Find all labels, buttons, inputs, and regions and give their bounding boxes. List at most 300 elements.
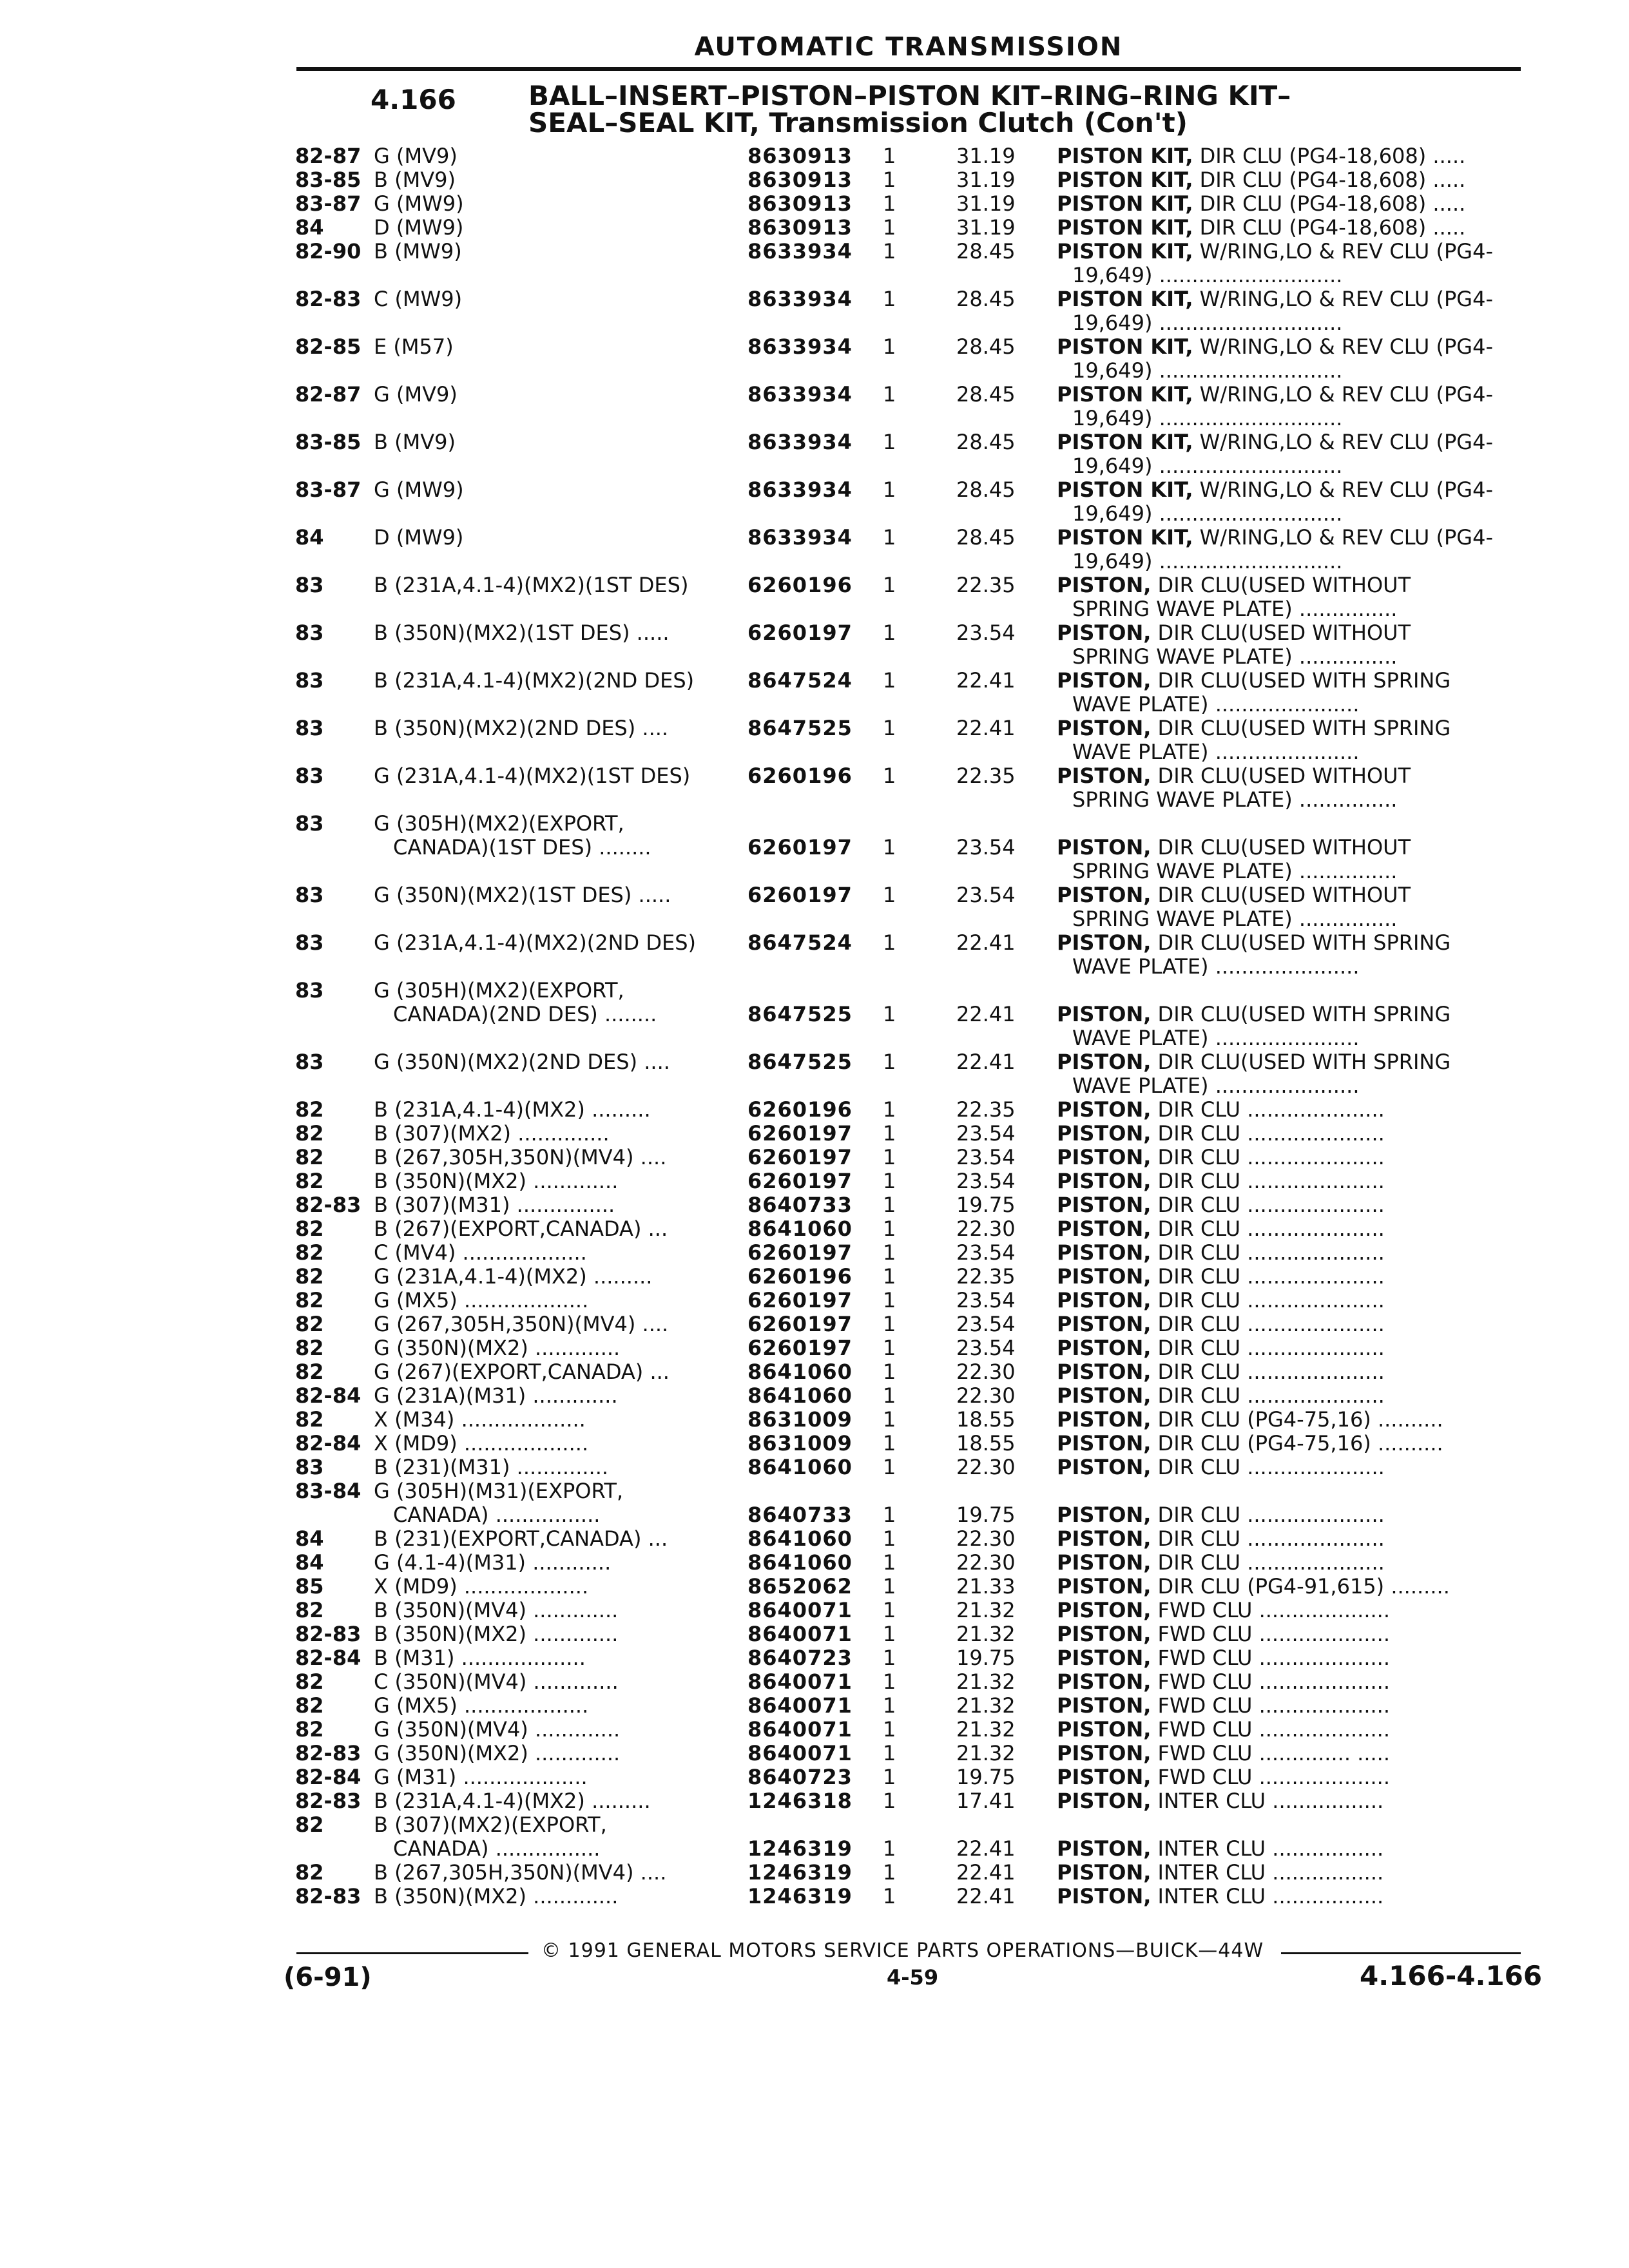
description-cont: 19,649) ............................	[1072, 263, 1343, 287]
price-cell: 28.45	[956, 287, 1016, 311]
quantity-cell: 1	[883, 1836, 896, 1861]
quantity-cell: 1	[883, 1050, 896, 1074]
price-cell: 23.54	[956, 1288, 1016, 1312]
description-name: PISTON KIT,	[1057, 525, 1193, 550]
description-detail: DIR CLU (PG4-18,608) .....	[1193, 144, 1466, 168]
price-cell: 22.41	[956, 1050, 1016, 1074]
quantity-cell: 1	[883, 1693, 896, 1718]
year-cell: 83	[295, 668, 324, 693]
description-name: PISTON,	[1057, 1860, 1152, 1885]
description-cont: SPRING WAVE PLATE) ...............	[1072, 597, 1398, 621]
table-row	[0, 979, 1629, 1050]
description-detail: DIR CLU (PG4-18,608) .....	[1193, 191, 1466, 216]
part-number-cell: 1246319	[747, 1836, 853, 1861]
table-row	[0, 1098, 1629, 1122]
description-cell	[1057, 1098, 1385, 1122]
table-row	[0, 383, 1629, 430]
description-detail: DIR CLU (PG4-18,608) .....	[1193, 168, 1466, 192]
quantity-cell: 1	[883, 1550, 896, 1575]
footer-section-range: 4.166-4.166	[1360, 1960, 1543, 1992]
model-cell: G (MX5) ...................	[374, 1288, 589, 1312]
model-cell: G (350N)(MV4) .............	[374, 1717, 621, 1742]
description-cell	[1057, 1432, 1443, 1456]
quantity-cell: 1	[883, 168, 896, 192]
table-row	[0, 1050, 1629, 1098]
table-row	[0, 192, 1629, 216]
table-row	[0, 335, 1629, 383]
table-row	[0, 1193, 1629, 1217]
quantity-cell: 1	[883, 1288, 896, 1312]
description-name: PISTON,	[1057, 1288, 1152, 1312]
quantity-cell: 1	[883, 239, 896, 264]
year-cell: 82	[295, 1312, 324, 1336]
description-cell	[1057, 144, 1465, 168]
description-detail: DIR CLU(USED WITH SPRING	[1151, 716, 1451, 740]
year-cell: 83-87	[295, 191, 361, 216]
year-cell: 84	[295, 525, 324, 550]
table-row	[0, 1599, 1629, 1622]
part-number-cell: 8640071	[747, 1717, 853, 1742]
description-name: PISTON,	[1057, 1765, 1152, 1789]
price-cell: 22.41	[956, 1884, 1016, 1908]
part-number-cell: 6260196	[747, 764, 853, 788]
year-cell: 83	[295, 764, 324, 788]
model-cell: B (231A,4.1-4)(MX2) .........	[374, 1789, 651, 1813]
price-cell: 22.35	[956, 573, 1016, 597]
table-row	[0, 1861, 1629, 1885]
description-detail: DIR CLU(USED WITH SPRING	[1151, 668, 1451, 693]
quantity-cell: 1	[883, 1574, 896, 1599]
description-cont: SPRING WAVE PLATE) ...............	[1072, 859, 1398, 883]
model-cell: X (M34) ...................	[374, 1407, 586, 1432]
header-rule	[296, 67, 1521, 71]
description-cell	[1057, 1646, 1390, 1670]
table-row	[0, 287, 1629, 335]
price-cell: 28.45	[956, 382, 1016, 407]
description-detail: DIR CLU .....................	[1151, 1240, 1385, 1265]
year-cell: 82-87	[295, 382, 361, 407]
description-cell	[1057, 1050, 1451, 1074]
description-detail: INTER CLU .................	[1151, 1884, 1384, 1908]
table-row	[0, 1456, 1629, 1479]
quantity-cell: 1	[883, 930, 896, 955]
quantity-cell: 1	[883, 287, 896, 311]
part-number-cell: 6260197	[747, 1169, 853, 1193]
year-cell: 82	[295, 1097, 324, 1122]
part-number-cell: 8641060	[747, 1550, 853, 1575]
part-number-cell: 8640733	[747, 1503, 853, 1527]
price-cell: 31.19	[956, 168, 1016, 192]
price-cell: 28.45	[956, 525, 1016, 550]
description-name: PISTON KIT,	[1057, 239, 1193, 264]
part-number-cell: 8641060	[747, 1383, 853, 1408]
footer-copyright: © 1991 GENERAL MOTORS SERVICE PARTS OPERATIONS—BUICK—44W	[541, 1939, 1264, 1962]
description-cell	[1057, 1193, 1385, 1217]
price-cell: 19.75	[956, 1193, 1016, 1217]
quantity-cell: 1	[883, 1360, 896, 1384]
model-cell: B (307)(M31) ...............	[374, 1193, 615, 1217]
description-detail: DIR CLU .....................	[1151, 1145, 1385, 1169]
model-cell: B (350N)(MX2) .............	[374, 1622, 619, 1646]
part-number-cell: 8633934	[747, 287, 853, 311]
description-cont: SPRING WAVE PLATE) ...............	[1072, 644, 1398, 669]
description-name: PISTON,	[1057, 764, 1152, 788]
table-row	[0, 812, 1629, 883]
model-cell: B (267,305H,350N)(MV4) ....	[374, 1145, 667, 1169]
table-row	[0, 1575, 1629, 1599]
description-name: PISTON,	[1057, 620, 1152, 645]
quantity-cell: 1	[883, 215, 896, 240]
model-cell: D (MW9)	[374, 215, 464, 240]
description-cell	[1057, 1217, 1385, 1241]
description-name: PISTON,	[1057, 1336, 1152, 1360]
description-cell	[1057, 383, 1493, 407]
description-name: PISTON,	[1057, 1169, 1152, 1193]
description-name: PISTON,	[1057, 1145, 1152, 1169]
model-cell: G (231A,4.1-4)(MX2) .........	[374, 1264, 653, 1289]
part-number-cell: 1246319	[747, 1884, 853, 1908]
price-cell: 31.19	[956, 144, 1016, 168]
table-row	[0, 430, 1629, 478]
footer-page-number: 4-59	[887, 1965, 939, 1990]
description-detail: DIR CLU .....................	[1151, 1264, 1385, 1289]
table-row	[0, 1146, 1629, 1169]
description-detail: DIR CLU .....................	[1151, 1312, 1385, 1336]
description-cell	[1057, 168, 1465, 192]
quantity-cell: 1	[883, 1884, 896, 1908]
description-cont: WAVE PLATE) ......................	[1072, 1073, 1360, 1098]
description-cell	[1057, 1312, 1385, 1336]
year-cell: 82-83	[295, 1193, 361, 1217]
quantity-cell: 1	[883, 191, 896, 216]
description-detail: DIR CLU(USED WITH SPRING	[1151, 1050, 1451, 1074]
description-name: PISTON,	[1057, 1216, 1152, 1241]
model-cell: G (231A,4.1-4)(MX2)(1ST DES)	[374, 764, 691, 788]
model-cell: B (267,305H,350N)(MV4) ....	[374, 1860, 667, 1885]
year-cell: 82-84	[295, 1383, 361, 1408]
description-detail: DIR CLU .....................	[1151, 1193, 1385, 1217]
year-cell: 82-90	[295, 239, 361, 264]
model-cell: B (231A,4.1-4)(MX2)(2ND DES)	[374, 668, 695, 693]
description-cell	[1057, 1670, 1390, 1694]
description-detail: W/RING,LO & REV CLU (PG4-	[1193, 430, 1493, 454]
quantity-cell: 1	[883, 1741, 896, 1765]
description-name: PISTON,	[1057, 930, 1152, 955]
description-cell	[1057, 836, 1411, 860]
description-cont: 19,649) ............................	[1072, 501, 1343, 526]
model-cell: D (MW9)	[374, 525, 464, 550]
table-row	[0, 1217, 1629, 1241]
description-name: PISTON,	[1057, 1431, 1152, 1456]
description-cell	[1057, 1384, 1385, 1408]
price-cell: 22.35	[956, 1264, 1016, 1289]
description-detail: W/RING,LO & REV CLU (PG4-	[1193, 239, 1493, 264]
year-cell: 82-87	[295, 144, 361, 168]
price-cell: 21.33	[956, 1574, 1016, 1599]
description-detail: DIR CLU (PG4-18,608) .....	[1193, 215, 1466, 240]
year-cell: 83-84	[295, 1479, 361, 1503]
model-cell: B (M31) ...................	[374, 1646, 586, 1670]
quantity-cell: 1	[883, 525, 896, 550]
model-cell-cont: CANADA)(2ND DES) ........	[393, 1002, 657, 1026]
model-cell: C (MW9)	[374, 287, 463, 311]
model-cell: B (350N)(MX2)(2ND DES) ....	[374, 716, 669, 740]
table-row	[0, 1813, 1629, 1861]
year-cell: 83	[295, 930, 324, 955]
description-cell	[1057, 1336, 1385, 1360]
quantity-cell: 1	[883, 1598, 896, 1622]
year-cell: 82-83	[295, 1789, 361, 1813]
description-cont: 19,649) ............................	[1072, 454, 1343, 478]
year-cell: 82-84	[295, 1431, 361, 1456]
table-row	[0, 1360, 1629, 1384]
year-cell: 83	[295, 978, 324, 1003]
model-cell: G (M31) ...................	[374, 1765, 588, 1789]
quantity-cell: 1	[883, 1646, 896, 1670]
model-cell: B (350N)(MV4) .............	[374, 1598, 619, 1622]
description-detail: DIR CLU(USED WITHOUT	[1151, 764, 1411, 788]
model-cell: B (231A,4.1-4)(MX2) .........	[374, 1097, 651, 1122]
quantity-cell: 1	[883, 1431, 896, 1456]
year-cell: 83	[295, 1455, 324, 1479]
part-number-cell: 8630913	[747, 215, 853, 240]
quantity-cell: 1	[883, 1121, 896, 1146]
part-number-cell: 8640071	[747, 1693, 853, 1718]
description-name: PISTON,	[1057, 883, 1152, 907]
table-row	[0, 1169, 1629, 1193]
description-detail: FWD CLU ....................	[1151, 1646, 1391, 1670]
part-number-cell: 6260196	[747, 1097, 853, 1122]
description-detail: W/RING,LO & REV CLU (PG4-	[1193, 334, 1493, 359]
table-row	[0, 1742, 1629, 1765]
description-name: PISTON,	[1057, 1836, 1152, 1861]
price-cell: 21.32	[956, 1598, 1016, 1622]
description-detail: DIR CLU(USED WITHOUT	[1151, 573, 1411, 597]
year-cell: 82	[295, 1693, 324, 1718]
quantity-cell: 1	[883, 430, 896, 454]
year-cell: 83	[295, 811, 324, 836]
model-cell: B (307)(MX2) ..............	[374, 1121, 610, 1146]
description-detail: DIR CLU .....................	[1151, 1336, 1385, 1360]
description-detail: FWD CLU ....................	[1151, 1693, 1391, 1718]
quantity-cell: 1	[883, 1145, 896, 1169]
part-number-cell: 8652062	[747, 1574, 853, 1599]
price-cell: 23.54	[956, 1121, 1016, 1146]
year-cell: 82-83	[295, 1884, 361, 1908]
description-detail: DIR CLU .....................	[1151, 1097, 1385, 1122]
year-cell: 82	[295, 1717, 324, 1742]
quantity-cell: 1	[883, 764, 896, 788]
price-cell: 23.54	[956, 835, 1016, 860]
part-number-cell: 8633934	[747, 430, 853, 454]
description-cell	[1057, 669, 1451, 693]
model-cell: G (MW9)	[374, 477, 464, 502]
price-cell: 21.32	[956, 1669, 1016, 1694]
price-cell: 22.35	[956, 764, 1016, 788]
part-number-cell: 1246318	[747, 1789, 853, 1813]
description-cell	[1057, 1146, 1385, 1169]
description-name: PISTON,	[1057, 1646, 1152, 1670]
model-cell: B (MW9)	[374, 239, 462, 264]
part-number-cell: 6260197	[747, 883, 853, 907]
description-detail: DIR CLU(USED WITHOUT	[1151, 620, 1411, 645]
year-cell: 83	[295, 716, 324, 740]
price-cell: 21.32	[956, 1741, 1016, 1765]
description-detail: W/RING,LO & REV CLU (PG4-	[1193, 287, 1493, 311]
year-cell: 83-87	[295, 477, 361, 502]
part-number-cell: 8630913	[747, 168, 853, 192]
quantity-cell: 1	[883, 835, 896, 860]
description-cell	[1057, 1694, 1390, 1718]
description-detail: DIR CLU .....................	[1151, 1121, 1385, 1146]
description-cell	[1057, 1551, 1385, 1575]
description-name: PISTON,	[1057, 1002, 1152, 1026]
table-row	[0, 1789, 1629, 1813]
table-row	[0, 1622, 1629, 1646]
year-cell: 82-83	[295, 287, 361, 311]
table-row	[0, 168, 1629, 192]
description-name: PISTON,	[1057, 1503, 1152, 1527]
description-detail: DIR CLU .....................	[1151, 1288, 1385, 1312]
quantity-cell: 1	[883, 334, 896, 359]
description-name: PISTON,	[1057, 1741, 1152, 1765]
description-detail: INTER CLU .................	[1151, 1860, 1384, 1885]
year-cell: 84	[295, 215, 324, 240]
description-name: PISTON KIT,	[1057, 144, 1193, 168]
quantity-cell: 1	[883, 1407, 896, 1432]
description-cell	[1057, 621, 1411, 645]
description-cell	[1057, 1360, 1385, 1384]
description-cell	[1057, 1718, 1390, 1742]
model-cell: B (350N)(MX2) .............	[374, 1169, 619, 1193]
description-cell	[1057, 931, 1451, 955]
model-cell: B (350N)(MX2)(1ST DES) .....	[374, 620, 670, 645]
part-number-cell: 8640723	[747, 1646, 853, 1670]
description-name: PISTON,	[1057, 1693, 1152, 1718]
year-cell: 82-85	[295, 334, 361, 359]
description-name: PISTON,	[1057, 1669, 1152, 1694]
year-cell: 83-85	[295, 430, 361, 454]
quantity-cell: 1	[883, 1860, 896, 1885]
description-name: PISTON,	[1057, 1193, 1152, 1217]
price-cell: 31.19	[956, 191, 1016, 216]
part-number-cell: 8631009	[747, 1407, 853, 1432]
description-cont: WAVE PLATE) ......................	[1072, 692, 1360, 716]
quantity-cell: 1	[883, 1503, 896, 1527]
description-detail: FWD CLU ....................	[1151, 1717, 1391, 1742]
description-name: PISTON KIT,	[1057, 477, 1193, 502]
description-cell	[1057, 240, 1493, 264]
part-number-cell: 6260197	[747, 835, 853, 860]
description-detail: DIR CLU .....................	[1151, 1360, 1385, 1384]
part-number-cell: 6260197	[747, 1240, 853, 1265]
price-cell: 21.32	[956, 1622, 1016, 1646]
table-row	[0, 621, 1629, 669]
table-row	[0, 1718, 1629, 1742]
description-detail: DIR CLU .....................	[1151, 1216, 1385, 1241]
table-row	[0, 1765, 1629, 1789]
price-cell: 28.45	[956, 239, 1016, 264]
part-number-cell: 6260197	[747, 620, 853, 645]
description-cell	[1057, 1408, 1443, 1432]
section-title	[528, 82, 1291, 137]
description-detail: FWD CLU .............. .....	[1151, 1741, 1391, 1765]
model-cell: G (4.1-4)(M31) ............	[374, 1550, 612, 1575]
description-cont: 19,649) ............................	[1072, 358, 1343, 383]
table-row	[0, 1241, 1629, 1265]
year-cell: 82	[295, 1216, 324, 1241]
description-cell	[1057, 1503, 1385, 1527]
description-cell	[1057, 1169, 1385, 1193]
quantity-cell: 1	[883, 1383, 896, 1408]
price-cell: 22.30	[956, 1526, 1016, 1551]
part-number-cell: 6260197	[747, 1288, 853, 1312]
part-number-cell: 8647525	[747, 1050, 853, 1074]
year-cell: 83	[295, 883, 324, 907]
description-detail: DIR CLU(USED WITHOUT	[1151, 883, 1411, 907]
description-cell	[1057, 335, 1493, 359]
quantity-cell: 1	[883, 382, 896, 407]
quantity-cell: 1	[883, 883, 896, 907]
year-cell: 82	[295, 1336, 324, 1360]
table-row	[0, 1432, 1629, 1456]
part-number-cell: 8640723	[747, 1765, 853, 1789]
table-row	[0, 931, 1629, 979]
description-cell	[1057, 1837, 1383, 1861]
description-name: PISTON KIT,	[1057, 382, 1193, 407]
price-cell: 19.75	[956, 1503, 1016, 1527]
description-name: PISTON,	[1057, 1360, 1152, 1384]
table-row	[0, 216, 1629, 240]
description-detail: DIR CLU (PG4-75,16) ..........	[1151, 1407, 1443, 1432]
table-row	[0, 1551, 1629, 1575]
description-cell	[1057, 1241, 1385, 1265]
description-cont: 19,649) ............................	[1072, 311, 1343, 335]
description-cont: WAVE PLATE) ......................	[1072, 740, 1360, 764]
description-name: PISTON,	[1057, 1550, 1152, 1575]
description-cell	[1057, 478, 1493, 502]
footer-rule-right	[1281, 1952, 1521, 1954]
model-cell: B (231)(M31) ..............	[374, 1455, 609, 1479]
part-number-cell: 6260196	[747, 573, 853, 597]
part-number-cell: 8640071	[747, 1669, 853, 1694]
year-cell: 82	[295, 1360, 324, 1384]
description-detail: INTER CLU .................	[1151, 1789, 1384, 1813]
description-name: PISTON,	[1057, 1574, 1152, 1599]
year-cell: 83	[295, 573, 324, 597]
model-cell: B (231A,4.1-4)(MX2)(1ST DES)	[374, 573, 689, 597]
price-cell: 23.54	[956, 883, 1016, 907]
price-cell: 18.55	[956, 1431, 1016, 1456]
part-number-cell: 8630913	[747, 191, 853, 216]
model-cell: B (231)(EXPORT,CANADA) ...	[374, 1526, 668, 1551]
price-cell: 23.54	[956, 1145, 1016, 1169]
description-detail: DIR CLU .....................	[1151, 1455, 1385, 1479]
year-cell: 84	[295, 1550, 324, 1575]
price-cell: 28.45	[956, 477, 1016, 502]
price-cell: 22.41	[956, 668, 1016, 693]
page-header-title: AUTOMATIC TRANSMISSION	[694, 32, 1123, 62]
description-cell	[1057, 883, 1411, 907]
part-number-cell: 6260197	[747, 1145, 853, 1169]
price-cell: 22.30	[956, 1455, 1016, 1479]
table-row	[0, 1646, 1629, 1670]
description-name: PISTON,	[1057, 668, 1152, 693]
description-cell	[1057, 192, 1465, 216]
description-detail: W/RING,LO & REV CLU (PG4-	[1193, 477, 1493, 502]
table-row	[0, 240, 1629, 287]
price-cell: 28.45	[956, 430, 1016, 454]
